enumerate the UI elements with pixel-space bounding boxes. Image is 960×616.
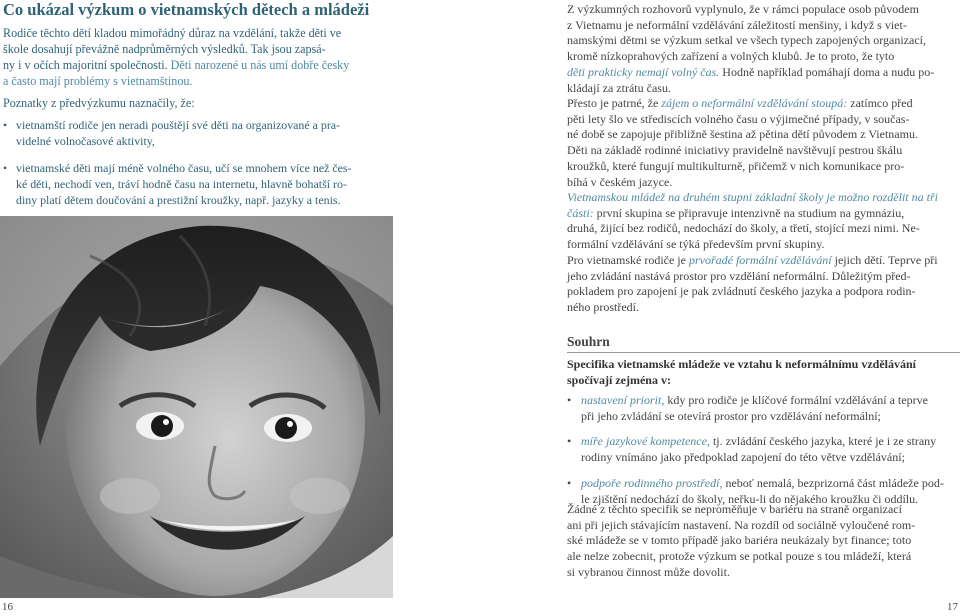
text-line [581,434,960,450]
intro-line: a často mají problémy s vietnamštinou. [3,74,193,88]
text-line-part: první skupina se připravuje intenzivně na studium na gymnáziu, [593,205,905,220]
text-line: formální vzdělávání se týká především první skupiny. [567,237,825,252]
emphasis: podpoře rodinného prostředí, [581,475,723,490]
intro-line [3,57,395,73]
text-line-part: Přesto je patrné, že [567,96,662,110]
text-line: kroužků, které fungují multikulturně, přičemž v nich komunikace pro- [567,158,905,173]
text-line: Děti na základě rodinné iniciativy pravidelně navštěvují pestrou škálu [567,143,903,158]
text-line: z Vietnamu je neformální vzdělávání záležitostí menšiny, i když s viet- [567,17,907,32]
text-line: le zjištění nedochází do školy, neřku-li do nějakého kroužku či oddílu. [581,491,919,506]
text-line: ného prostředí. [567,300,639,315]
intro-line: Rodiče těchto dětí kladou mimořádný důraz na vzdělání, takže děti ve [3,26,342,40]
text-line-part: neboť nemalá, bezprizorná část mládeže pod- [722,475,944,490]
emphasis: Vietnamskou mládež na druhém stupni základní školy je možno rozdělit na tři [567,190,938,204]
text-line [581,476,960,492]
text-line-part: jejich dětí. Teprve při [831,253,938,267]
text-line [567,206,960,222]
findings-list [3,117,395,218]
text-line: pěti lety šlo ve střediscích volného času o výjimečné případy, v součas- [567,111,910,126]
paragraph [567,253,960,316]
text-line-part: kdy pro rodiče je klíčové formální vzdělávání a teprve [664,393,928,407]
paragraph [567,96,960,190]
text-line: spočívají zejména v: [567,372,671,387]
paragraph [567,190,960,253]
emphasis: míře jazykové kompetence, [581,434,710,449]
intro-line-part: ny i v očích majoritní společnosti. [3,58,168,72]
text-line: kládají za ztrátu času. [567,80,671,95]
intro-line: škole dosahují převážně nadprůměrných výsledků. Tak jsou zapsá- [3,42,326,56]
list-item [3,117,395,150]
findings-lead: Poznatky z předvýzkumu naznačily, že: [3,96,195,110]
right-page [567,0,960,616]
summary-heading: Souhrn [567,334,610,349]
text-line: pokladem pro zapojení je pak zvládnutí českého jazyka a podpora rodin- [567,284,916,299]
text-line [581,393,960,409]
emphasis: prvořadé formální vzdělávání [688,253,832,267]
text-line: ské mládeže se v tomto případě jako bariéra neukázaly byt finance; toto [567,533,912,548]
text-line: jeho zvládání nastává prostor pro vzdělání neformální. Důležitým před- [567,268,911,283]
emphasis: zájem o neformální vzdělávání stoupá: [661,96,848,110]
list-item-line: • vietnamské děti mají méně volného času, učí se mnohem více než čes- [16,160,352,175]
emphasis: děti prakticky nemají volný čas. [567,64,720,79]
text-line: Z výzkumných rozhovorů vyplynulo, že v rámci populace osob původem [567,2,919,16]
text-line-part: Pro vietnamské rodiče je [567,253,689,267]
text-line [567,96,960,112]
text-line [567,65,960,81]
smiling-child-photo [0,216,393,598]
text-line: ani při jejich stávajícím nastavení. Na rozdíl od sociálně vyloučené rom- [567,517,916,532]
text-line-part: zatímco před [847,96,913,110]
text-line: ale nelze zobecnit, protože výzkum se potkal pouze s tou mládeží, která [567,549,912,564]
divider [567,352,960,353]
intro-line-part: Děti narozené u nás umí dobře česky [170,58,350,72]
emphasis: části: [567,205,594,220]
text-line-part: tj. zvládání českého jazyka, které je i ze strany [709,434,937,449]
list-item [567,393,960,424]
list-item [567,434,960,465]
list-item-line: • vietnamští rodiče jen neradi pouštějí své děti na organizované a pra- [16,118,341,132]
text-line: rodiny vnímáno jako předpoklad zapojení do této větve vzdělávání; [581,450,905,465]
text-line: si vybranou činnost může dovolit. [567,564,730,579]
left-page [0,0,400,616]
intro-paragraph [3,25,395,89]
text-line: Žádné z těchto specifik se neproměňuje v bariéru na straně organizací [567,502,902,516]
text-line: né době se zapojuje přibližně šestina až pětina dětí původem z Vietnamu. [567,127,918,142]
text-line: namskými dětmi se výzkum setkal ve všech typech zapojených organizací, [567,33,926,48]
photo-illustration [0,216,393,598]
list-item-line: diny platí dětem doučování a prestižní kroužky, např. jazyky a tenis. [16,193,341,208]
text-line: druhá, žijící bez rodičů, nedochází do školy, a třetí, stojící mezi nimi. Ne- [567,221,920,236]
paragraph [567,2,960,96]
text-line [567,253,960,269]
paragraph [567,502,960,581]
list-item [3,160,395,209]
text-line: bíhá v českém jazyce. [567,174,673,189]
page-number: 17 [947,601,958,613]
emphasis: nastavení priorit, [581,393,665,407]
text-line: při jeho zvládání se otevírá prostor pro vzdělávání neformální; [581,408,881,423]
text-line-part: Hodně například pomáhají doma a nudu po- [719,64,935,79]
text-line: kromě nízkoprahových zařízení a volných klubů. Je to proto, že tyto [567,49,895,64]
text-line: Specifika vietnamské mládeže ve vztahu k neformálnímu vzdělávání [567,357,916,371]
list-item-line: ké děti, nechodí ven, tráví hodně času na internetu, hlavně bohatší ro- [16,176,347,191]
section-title: Co ukázal výzkum o vietnamských dětech a mládeži [3,0,370,19]
page-number: 16 [2,601,13,613]
summary-list [567,393,960,517]
list-item-line: videlné volnočasové aktivity, [16,134,155,149]
summary-subheading [567,357,960,388]
